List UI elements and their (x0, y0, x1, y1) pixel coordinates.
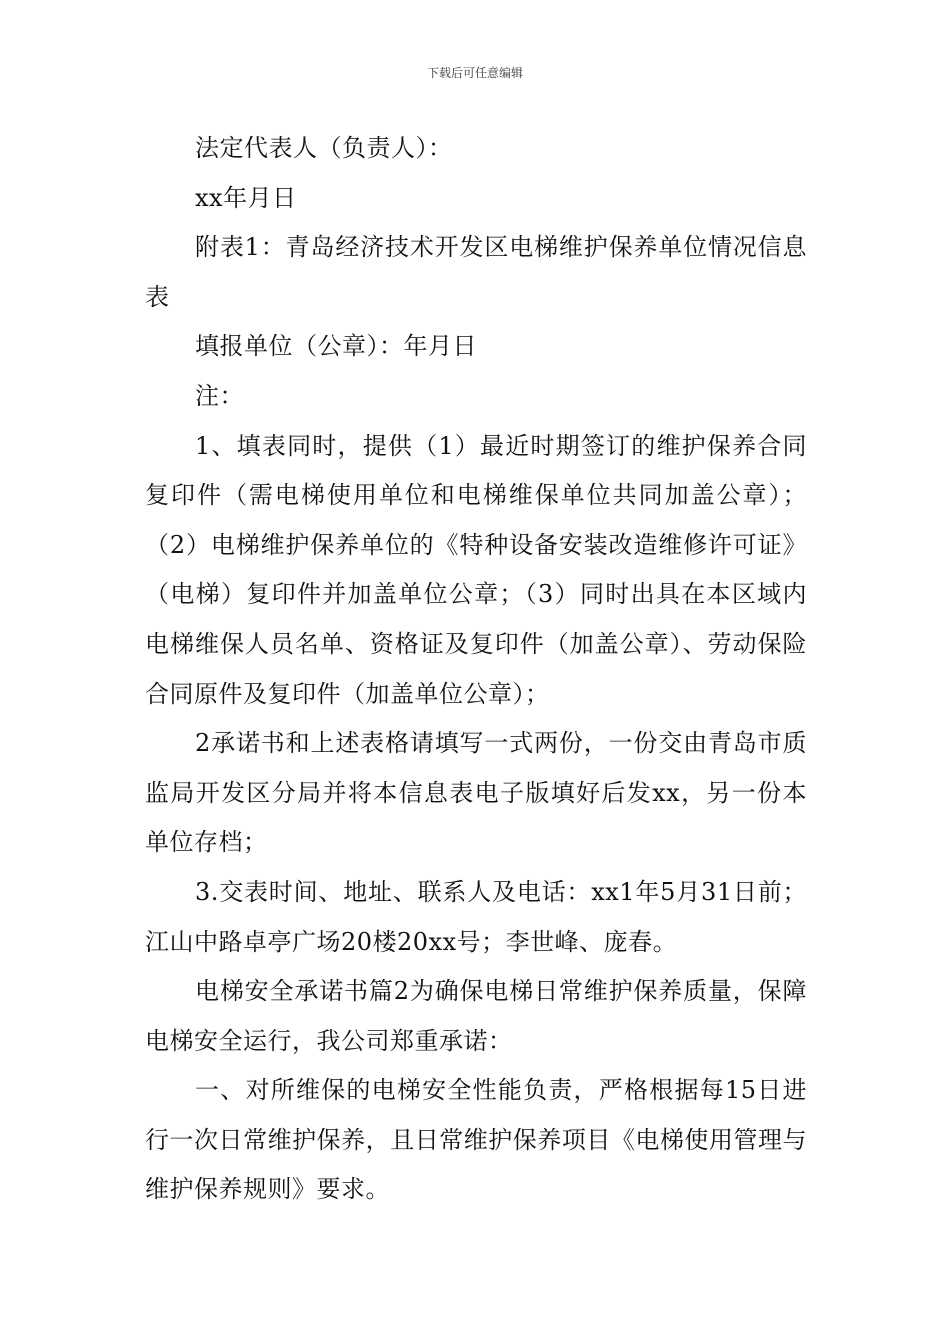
paragraph-reporting-unit: 填报单位（公章）：年月日 (195, 332, 477, 361)
paragraph-legal-representative: 法定代表人（负责人）： (195, 134, 453, 162)
paragraph-pledge-item-1: 一、对所维保的电梯安全性能负责，严格根据每15日进行一次日常维护保养，且日常维护保养项目《电梯使用管理与维护保养规则》要求。 (145, 1076, 807, 1204)
paragraph-note-1: 1、填表同时，提供（1）最近时期签订的维护保养合同复印件（需电梯使用单位和电梯维保单位共同加盖公章）；（2）电梯维护保养单位的《特种设备安装改造维修许可证》（电梯）复印件并加盖单位公章；（3）同时出具在本区域内电梯维保人员名单、资格证及复印件（加盖公章）、劳动保险合同原件及复印件（加盖单位公章）； (145, 431, 807, 708)
paragraph-note-2: 2承诺书和上述表格请填写一式两份，一份交由青岛市质监局开发区分局并将本信息表电子版填好后发xx，另一份本单位存档； (145, 729, 807, 857)
header-note: 下载后可任意编辑 (426, 66, 523, 80)
paragraph-note-label: 注： (195, 381, 244, 410)
paragraph-pledge-intro: 电梯安全承诺书篇2为确保电梯日常维护保养质量，保障电梯安全运行，我公司郑重承诺： (145, 977, 807, 1055)
paragraph-date: xx年月日 (195, 183, 297, 212)
document-body (145, 124, 807, 1215)
paragraph-attachment-title: 附表1：青岛经济技术开发区电梯维护保养单位情况信息表 (145, 233, 807, 311)
paragraph-note-3: 3.交表时间、地址、联系人及电话：xx1年5月31日前；江山中路卓亭广场20楼20xx号；李世峰、庞春。 (145, 877, 807, 956)
